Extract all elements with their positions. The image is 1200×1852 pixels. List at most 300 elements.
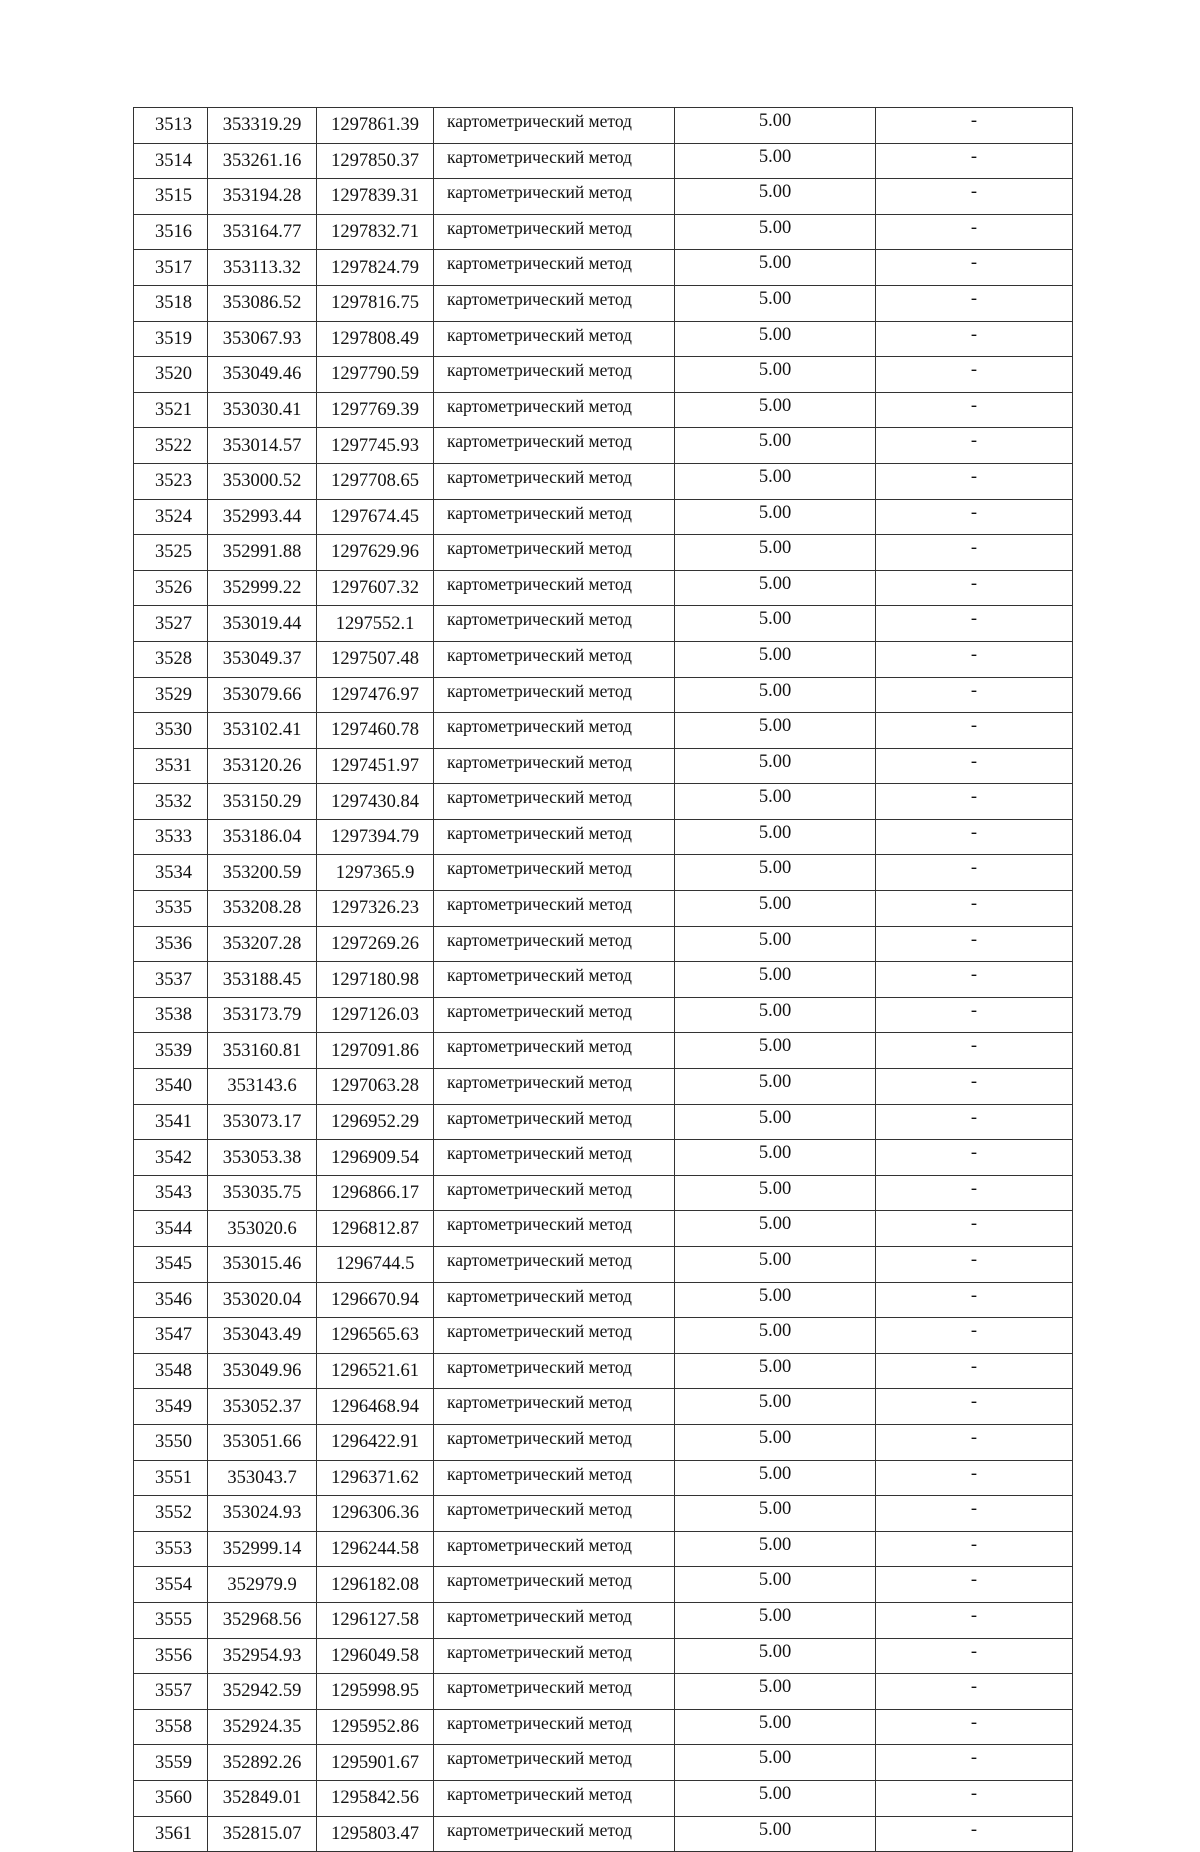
y-coordinate-cell: 1297091.86 — [317, 1033, 434, 1069]
method-cell: картометрический метод — [434, 1638, 675, 1674]
point-number-cell: 3520 — [134, 357, 208, 393]
table-row — [134, 606, 1073, 642]
point-number-cell: 3540 — [134, 1069, 208, 1105]
y-coordinate-cell: 1295998.95 — [317, 1674, 434, 1710]
error-cell: 5.00 — [675, 641, 876, 677]
error-cell: 5.00 — [675, 1247, 876, 1283]
description-cell: - — [876, 926, 1073, 962]
y-coordinate-cell: 1295842.56 — [317, 1780, 434, 1816]
description-cell: - — [876, 179, 1073, 215]
table-row — [134, 1816, 1073, 1852]
point-number-cell: 3557 — [134, 1674, 208, 1710]
method-cell: картометрический метод — [434, 997, 675, 1033]
x-coordinate-cell: 353073.17 — [208, 1104, 317, 1140]
method-cell: картометрический метод — [434, 606, 675, 642]
y-coordinate-cell: 1297063.28 — [317, 1069, 434, 1105]
x-coordinate-cell: 353052.37 — [208, 1389, 317, 1425]
description-cell: - — [876, 1104, 1073, 1140]
x-coordinate-cell: 353020.04 — [208, 1282, 317, 1318]
method-cell: картометрический метод — [434, 713, 675, 749]
description-cell: - — [876, 1602, 1073, 1638]
x-coordinate-cell: 352993.44 — [208, 499, 317, 535]
table-row — [134, 748, 1073, 784]
method-cell: картометрический метод — [434, 1069, 675, 1105]
description-cell: - — [876, 108, 1073, 144]
table-row — [134, 1780, 1073, 1816]
point-number-cell: 3558 — [134, 1709, 208, 1745]
error-cell: 5.00 — [675, 962, 876, 998]
point-number-cell: 3553 — [134, 1531, 208, 1567]
table-row — [134, 1282, 1073, 1318]
table-row — [134, 1602, 1073, 1638]
description-cell: - — [876, 1531, 1073, 1567]
x-coordinate-cell: 353049.96 — [208, 1353, 317, 1389]
description-cell: - — [876, 713, 1073, 749]
method-cell: картометрический метод — [434, 1674, 675, 1710]
y-coordinate-cell: 1297365.9 — [317, 855, 434, 891]
description-cell: - — [876, 962, 1073, 998]
point-number-cell: 3548 — [134, 1353, 208, 1389]
method-cell: картометрический метод — [434, 819, 675, 855]
y-coordinate-cell: 1295803.47 — [317, 1816, 434, 1852]
table-row — [134, 214, 1073, 250]
point-number-cell: 3551 — [134, 1460, 208, 1496]
y-coordinate-cell: 1297394.79 — [317, 819, 434, 855]
error-cell: 5.00 — [675, 1531, 876, 1567]
x-coordinate-cell: 353086.52 — [208, 285, 317, 321]
point-number-cell: 3521 — [134, 392, 208, 428]
table-row — [134, 285, 1073, 321]
x-coordinate-cell: 352999.22 — [208, 570, 317, 606]
y-coordinate-cell: 1297451.97 — [317, 748, 434, 784]
x-coordinate-cell: 353143.6 — [208, 1069, 317, 1105]
point-number-cell: 3554 — [134, 1567, 208, 1603]
x-coordinate-cell: 353207.28 — [208, 926, 317, 962]
x-coordinate-cell: 353208.28 — [208, 891, 317, 927]
table-row — [134, 1389, 1073, 1425]
x-coordinate-cell: 352954.93 — [208, 1638, 317, 1674]
description-cell: - — [876, 321, 1073, 357]
x-coordinate-cell: 353160.81 — [208, 1033, 317, 1069]
y-coordinate-cell: 1296866.17 — [317, 1175, 434, 1211]
table-row — [134, 1033, 1073, 1069]
method-cell: картометрический метод — [434, 855, 675, 891]
y-coordinate-cell: 1297832.71 — [317, 214, 434, 250]
y-coordinate-cell: 1297839.31 — [317, 179, 434, 215]
table-row — [134, 570, 1073, 606]
method-cell: картометрический метод — [434, 250, 675, 286]
error-cell: 5.00 — [675, 1282, 876, 1318]
y-coordinate-cell: 1297808.49 — [317, 321, 434, 357]
error-cell: 5.00 — [675, 179, 876, 215]
point-number-cell: 3538 — [134, 997, 208, 1033]
table-row — [134, 891, 1073, 927]
method-cell: картометрический метод — [434, 499, 675, 535]
error-cell: 5.00 — [675, 1674, 876, 1710]
x-coordinate-cell: 353319.29 — [208, 108, 317, 144]
y-coordinate-cell: 1297629.96 — [317, 535, 434, 571]
error-cell: 5.00 — [675, 713, 876, 749]
error-cell: 5.00 — [675, 1389, 876, 1425]
error-cell: 5.00 — [675, 1353, 876, 1389]
error-cell: 5.00 — [675, 392, 876, 428]
table-row — [134, 1104, 1073, 1140]
method-cell: картометрический метод — [434, 677, 675, 713]
y-coordinate-cell: 1296182.08 — [317, 1567, 434, 1603]
y-coordinate-cell: 1297507.48 — [317, 641, 434, 677]
error-cell: 5.00 — [675, 784, 876, 820]
table-row — [134, 926, 1073, 962]
method-cell: картометрический метод — [434, 1318, 675, 1354]
x-coordinate-cell: 353043.49 — [208, 1318, 317, 1354]
error-cell: 5.00 — [675, 1745, 876, 1781]
y-coordinate-cell: 1297674.45 — [317, 499, 434, 535]
error-cell: 5.00 — [675, 214, 876, 250]
table-row — [134, 1709, 1073, 1745]
x-coordinate-cell: 353261.16 — [208, 143, 317, 179]
error-cell: 5.00 — [675, 1211, 876, 1247]
method-cell: картометрический метод — [434, 321, 675, 357]
method-cell: картометрический метод — [434, 392, 675, 428]
error-cell: 5.00 — [675, 1175, 876, 1211]
x-coordinate-cell: 353049.37 — [208, 641, 317, 677]
y-coordinate-cell: 1296127.58 — [317, 1602, 434, 1638]
y-coordinate-cell: 1296812.87 — [317, 1211, 434, 1247]
x-coordinate-cell: 352815.07 — [208, 1816, 317, 1852]
y-coordinate-cell: 1296565.63 — [317, 1318, 434, 1354]
table-row — [134, 784, 1073, 820]
point-number-cell: 3530 — [134, 713, 208, 749]
point-number-cell: 3544 — [134, 1211, 208, 1247]
method-cell: картометрический метод — [434, 1567, 675, 1603]
error-cell: 5.00 — [675, 1709, 876, 1745]
point-number-cell: 3561 — [134, 1816, 208, 1852]
method-cell: картометрический метод — [434, 1282, 675, 1318]
description-cell: - — [876, 819, 1073, 855]
point-number-cell: 3516 — [134, 214, 208, 250]
description-cell: - — [876, 357, 1073, 393]
table-row — [134, 855, 1073, 891]
method-cell: картометрический метод — [434, 214, 675, 250]
error-cell: 5.00 — [675, 1460, 876, 1496]
point-number-cell: 3514 — [134, 143, 208, 179]
description-cell: - — [876, 463, 1073, 499]
method-cell: картометрический метод — [434, 108, 675, 144]
error-cell: 5.00 — [675, 855, 876, 891]
point-number-cell: 3531 — [134, 748, 208, 784]
table-row — [134, 962, 1073, 998]
table-row — [134, 1318, 1073, 1354]
error-cell: 5.00 — [675, 1033, 876, 1069]
description-cell: - — [876, 641, 1073, 677]
error-cell: 5.00 — [675, 606, 876, 642]
point-number-cell: 3518 — [134, 285, 208, 321]
coordinates-table — [133, 107, 1073, 1852]
table-row — [134, 143, 1073, 179]
error-cell: 5.00 — [675, 997, 876, 1033]
table-row — [134, 428, 1073, 464]
description-cell: - — [876, 1282, 1073, 1318]
error-cell: 5.00 — [675, 1780, 876, 1816]
error-cell: 5.00 — [675, 1424, 876, 1460]
description-cell: - — [876, 1709, 1073, 1745]
x-coordinate-cell: 353186.04 — [208, 819, 317, 855]
y-coordinate-cell: 1296670.94 — [317, 1282, 434, 1318]
error-cell: 5.00 — [675, 819, 876, 855]
description-cell: - — [876, 855, 1073, 891]
x-coordinate-cell: 352979.9 — [208, 1567, 317, 1603]
point-number-cell: 3517 — [134, 250, 208, 286]
x-coordinate-cell: 353188.45 — [208, 962, 317, 998]
method-cell: картометрический метод — [434, 357, 675, 393]
description-cell: - — [876, 1424, 1073, 1460]
method-cell: картометрический метод — [434, 1424, 675, 1460]
description-cell: - — [876, 1745, 1073, 1781]
x-coordinate-cell: 352991.88 — [208, 535, 317, 571]
error-cell: 5.00 — [675, 570, 876, 606]
y-coordinate-cell: 1297326.23 — [317, 891, 434, 927]
point-number-cell: 3543 — [134, 1175, 208, 1211]
error-cell: 5.00 — [675, 108, 876, 144]
error-cell: 5.00 — [675, 1638, 876, 1674]
description-cell: - — [876, 1780, 1073, 1816]
table-row — [134, 819, 1073, 855]
method-cell: картометрический метод — [434, 1460, 675, 1496]
method-cell: картометрический метод — [434, 143, 675, 179]
point-number-cell: 3547 — [134, 1318, 208, 1354]
error-cell: 5.00 — [675, 499, 876, 535]
point-number-cell: 3519 — [134, 321, 208, 357]
error-cell: 5.00 — [675, 1069, 876, 1105]
error-cell: 5.00 — [675, 677, 876, 713]
y-coordinate-cell: 1297180.98 — [317, 962, 434, 998]
error-cell: 5.00 — [675, 1567, 876, 1603]
description-cell: - — [876, 143, 1073, 179]
error-cell: 5.00 — [675, 926, 876, 962]
x-coordinate-cell: 353000.52 — [208, 463, 317, 499]
error-cell: 5.00 — [675, 1602, 876, 1638]
table-row — [134, 250, 1073, 286]
method-cell: картометрический метод — [434, 891, 675, 927]
error-cell: 5.00 — [675, 321, 876, 357]
point-number-cell: 3560 — [134, 1780, 208, 1816]
table-row — [134, 1674, 1073, 1710]
method-cell: картометрический метод — [434, 179, 675, 215]
description-cell: - — [876, 1460, 1073, 1496]
y-coordinate-cell: 1296371.62 — [317, 1460, 434, 1496]
table-row — [134, 463, 1073, 499]
y-coordinate-cell: 1297708.65 — [317, 463, 434, 499]
y-coordinate-cell: 1296049.58 — [317, 1638, 434, 1674]
method-cell: картометрический метод — [434, 1140, 675, 1176]
error-cell: 5.00 — [675, 428, 876, 464]
method-cell: картометрический метод — [434, 570, 675, 606]
error-cell: 5.00 — [675, 357, 876, 393]
x-coordinate-cell: 353150.29 — [208, 784, 317, 820]
x-coordinate-cell: 353019.44 — [208, 606, 317, 642]
point-number-cell: 3535 — [134, 891, 208, 927]
y-coordinate-cell: 1295952.86 — [317, 1709, 434, 1745]
error-cell: 5.00 — [675, 748, 876, 784]
method-cell: картометрический метод — [434, 1709, 675, 1745]
x-coordinate-cell: 352849.01 — [208, 1780, 317, 1816]
table-row — [134, 677, 1073, 713]
description-cell: - — [876, 1033, 1073, 1069]
method-cell: картометрический метод — [434, 1104, 675, 1140]
y-coordinate-cell: 1296468.94 — [317, 1389, 434, 1425]
point-number-cell: 3533 — [134, 819, 208, 855]
error-cell: 5.00 — [675, 535, 876, 571]
table-row — [134, 1531, 1073, 1567]
y-coordinate-cell: 1297476.97 — [317, 677, 434, 713]
point-number-cell: 3528 — [134, 641, 208, 677]
y-coordinate-cell: 1295901.67 — [317, 1745, 434, 1781]
table-row — [134, 1211, 1073, 1247]
description-cell: - — [876, 214, 1073, 250]
y-coordinate-cell: 1297460.78 — [317, 713, 434, 749]
point-number-cell: 3541 — [134, 1104, 208, 1140]
description-cell: - — [876, 285, 1073, 321]
description-cell: - — [876, 570, 1073, 606]
y-coordinate-cell: 1296952.29 — [317, 1104, 434, 1140]
description-cell: - — [876, 392, 1073, 428]
method-cell: картометрический метод — [434, 463, 675, 499]
method-cell: картометрический метод — [434, 1745, 675, 1781]
error-cell: 5.00 — [675, 1318, 876, 1354]
point-number-cell: 3522 — [134, 428, 208, 464]
point-number-cell: 3542 — [134, 1140, 208, 1176]
point-number-cell: 3529 — [134, 677, 208, 713]
description-cell: - — [876, 499, 1073, 535]
point-number-cell: 3536 — [134, 926, 208, 962]
point-number-cell: 3523 — [134, 463, 208, 499]
error-cell: 5.00 — [675, 1104, 876, 1140]
table-row — [134, 1567, 1073, 1603]
point-number-cell: 3532 — [134, 784, 208, 820]
x-coordinate-cell: 353030.41 — [208, 392, 317, 428]
y-coordinate-cell: 1297269.26 — [317, 926, 434, 962]
description-cell: - — [876, 1816, 1073, 1852]
description-cell: - — [876, 677, 1073, 713]
x-coordinate-cell: 353102.41 — [208, 713, 317, 749]
x-coordinate-cell: 353020.6 — [208, 1211, 317, 1247]
method-cell: картометрический метод — [434, 1247, 675, 1283]
x-coordinate-cell: 353049.46 — [208, 357, 317, 393]
description-cell: - — [876, 1140, 1073, 1176]
y-coordinate-cell: 1297126.03 — [317, 997, 434, 1033]
y-coordinate-cell: 1297816.75 — [317, 285, 434, 321]
table-row — [134, 108, 1073, 144]
y-coordinate-cell: 1296422.91 — [317, 1424, 434, 1460]
point-number-cell: 3546 — [134, 1282, 208, 1318]
y-coordinate-cell: 1297552.1 — [317, 606, 434, 642]
table-row — [134, 357, 1073, 393]
description-cell: - — [876, 1211, 1073, 1247]
x-coordinate-cell: 352892.26 — [208, 1745, 317, 1781]
x-coordinate-cell: 352968.56 — [208, 1602, 317, 1638]
error-cell: 5.00 — [675, 285, 876, 321]
description-cell: - — [876, 1674, 1073, 1710]
point-number-cell: 3556 — [134, 1638, 208, 1674]
y-coordinate-cell: 1297769.39 — [317, 392, 434, 428]
description-cell: - — [876, 250, 1073, 286]
point-number-cell: 3539 — [134, 1033, 208, 1069]
point-number-cell: 3545 — [134, 1247, 208, 1283]
method-cell: картометрический метод — [434, 784, 675, 820]
method-cell: картометрический метод — [434, 1033, 675, 1069]
table-row — [134, 1638, 1073, 1674]
x-coordinate-cell: 353043.7 — [208, 1460, 317, 1496]
x-coordinate-cell: 353194.28 — [208, 179, 317, 215]
description-cell: - — [876, 1318, 1073, 1354]
x-coordinate-cell: 352999.14 — [208, 1531, 317, 1567]
x-coordinate-cell: 353120.26 — [208, 748, 317, 784]
method-cell: картометрический метод — [434, 748, 675, 784]
y-coordinate-cell: 1296306.36 — [317, 1496, 434, 1532]
table-row — [134, 713, 1073, 749]
description-cell: - — [876, 1069, 1073, 1105]
table-row — [134, 1496, 1073, 1532]
table-row — [134, 535, 1073, 571]
y-coordinate-cell: 1297850.37 — [317, 143, 434, 179]
point-number-cell: 3525 — [134, 535, 208, 571]
y-coordinate-cell: 1297430.84 — [317, 784, 434, 820]
method-cell: картометрический метод — [434, 1816, 675, 1852]
table-row — [134, 1424, 1073, 1460]
table-row — [134, 1140, 1073, 1176]
method-cell: картометрический метод — [434, 641, 675, 677]
x-coordinate-cell: 353024.93 — [208, 1496, 317, 1532]
description-cell: - — [876, 1389, 1073, 1425]
method-cell: картометрический метод — [434, 962, 675, 998]
error-cell: 5.00 — [675, 1816, 876, 1852]
y-coordinate-cell: 1297607.32 — [317, 570, 434, 606]
point-number-cell: 3552 — [134, 1496, 208, 1532]
method-cell: картометрический метод — [434, 1389, 675, 1425]
x-coordinate-cell: 352942.59 — [208, 1674, 317, 1710]
table-row — [134, 179, 1073, 215]
method-cell: картометрический метод — [434, 1496, 675, 1532]
y-coordinate-cell: 1297824.79 — [317, 250, 434, 286]
table-row — [134, 1069, 1073, 1105]
method-cell: картометрический метод — [434, 1780, 675, 1816]
description-cell: - — [876, 428, 1073, 464]
x-coordinate-cell: 353053.38 — [208, 1140, 317, 1176]
description-cell: - — [876, 1567, 1073, 1603]
description-cell: - — [876, 1353, 1073, 1389]
method-cell: картометрический метод — [434, 926, 675, 962]
description-cell: - — [876, 1175, 1073, 1211]
table-row — [134, 1175, 1073, 1211]
description-cell: - — [876, 606, 1073, 642]
error-cell: 5.00 — [675, 250, 876, 286]
description-cell: - — [876, 1247, 1073, 1283]
table-body — [134, 108, 1073, 1852]
y-coordinate-cell: 1296521.61 — [317, 1353, 434, 1389]
error-cell: 5.00 — [675, 463, 876, 499]
y-coordinate-cell: 1296244.58 — [317, 1531, 434, 1567]
error-cell: 5.00 — [675, 143, 876, 179]
x-coordinate-cell: 353035.75 — [208, 1175, 317, 1211]
error-cell: 5.00 — [675, 891, 876, 927]
y-coordinate-cell: 1297745.93 — [317, 428, 434, 464]
x-coordinate-cell: 353164.77 — [208, 214, 317, 250]
error-cell: 5.00 — [675, 1496, 876, 1532]
x-coordinate-cell: 353051.66 — [208, 1424, 317, 1460]
method-cell: картометрический метод — [434, 428, 675, 464]
description-cell: - — [876, 1496, 1073, 1532]
x-coordinate-cell: 353015.46 — [208, 1247, 317, 1283]
